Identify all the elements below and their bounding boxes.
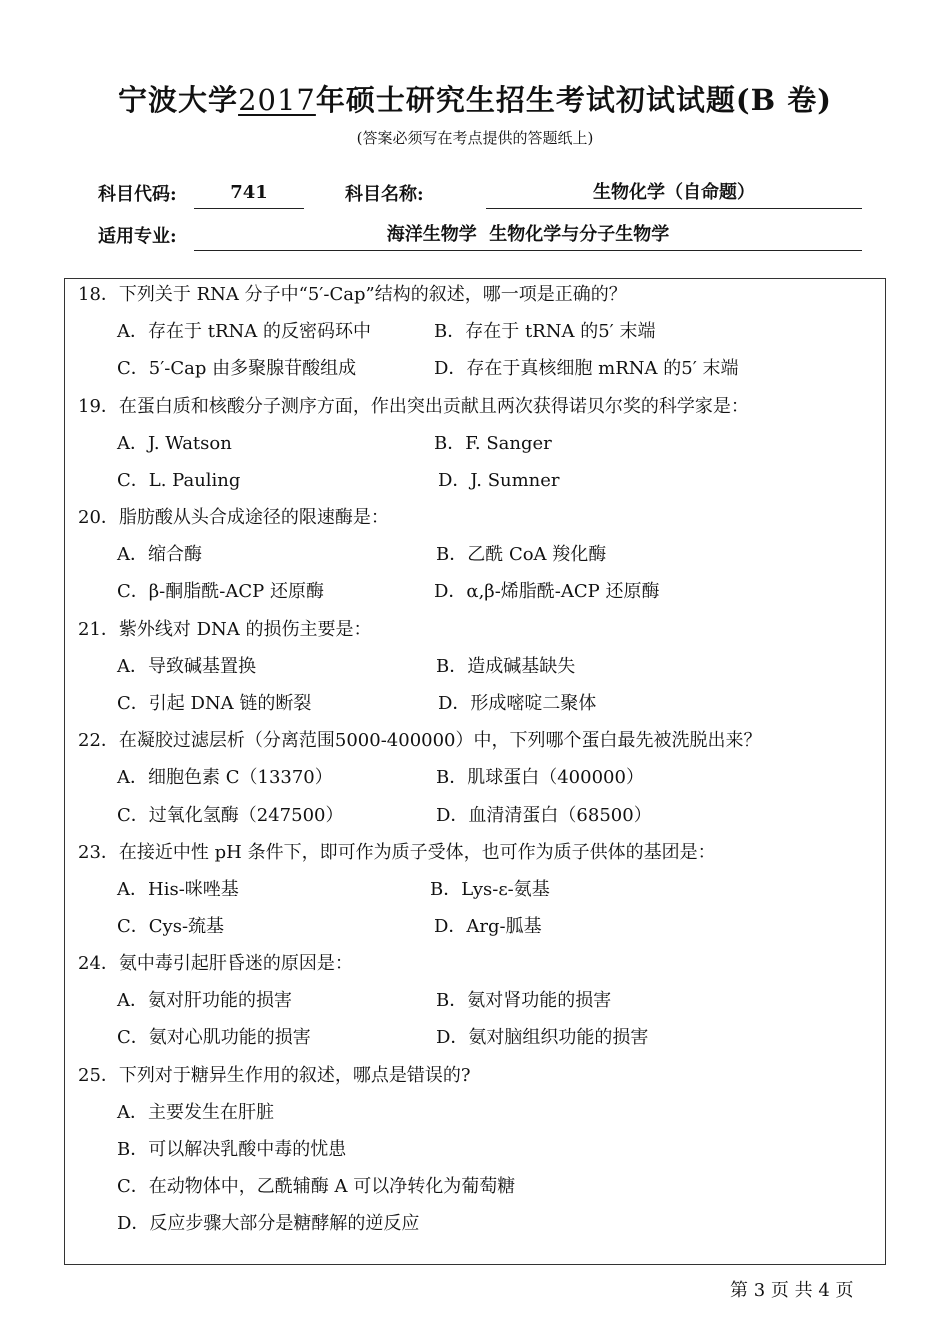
option: C．过氧化氢酶（247500） [117,805,344,826]
major-value: 海洋生物学 生物化学与分子生物学 [194,222,862,251]
major-label: 适用专业: [98,226,177,247]
option: D．J. Sumner [438,470,560,491]
title-prefix: 宁波大学 [118,83,239,117]
option: B．肌球蛋白（400000） [436,767,644,788]
question-stem: 20．脂肪酸从头合成途径的限速酶是： [78,507,389,528]
title-year: 2017 [238,83,316,117]
option: B．造成碱基缺失 [436,656,576,677]
title-suffix: 年硕士研究生招生考试初试试题(B 卷) [315,83,832,117]
option: B．氨对肾功能的损害 [436,990,612,1011]
option: A．主要发生在肝脏 [117,1102,274,1123]
option: A．J. Watson [117,433,232,454]
option: D．反应步骤大部分是糖酵解的逆反应 [117,1213,420,1234]
option: B．F. Sanger [434,433,552,454]
question-stem: 21．紫外线对 DNA 的损伤主要是： [78,619,372,640]
option: A．细胞色素 C（13370） [117,767,333,788]
option: A．His-咪唑基 [117,879,239,900]
page-number: 第 3 页 共 4 页 [730,1280,854,1301]
subject-name-label: 科目名称: [345,184,424,205]
question-stem: 19．在蛋白质和核酸分子测序方面，作出突出贡献且两次获得诺贝尔奖的科学家是： [78,396,749,417]
subject-name-value: 生物化学（自命题） [486,180,862,209]
option: C．氨对心肌功能的损害 [117,1027,311,1048]
option: D．氨对脑组织功能的损害 [436,1027,649,1048]
option: C．在动物体中，乙酰辅酶 A 可以净转化为葡萄糖 [117,1176,516,1197]
option: A．导致碱基置换 [117,656,256,677]
option: B．存在于 tRNA 的5′ 末端 [434,321,656,342]
subject-code-value: 741 [194,180,304,209]
question-stem: 23．在接近中性 pH 条件下，即可作为质子受体，也可作为质子供体的基团是： [78,842,716,863]
option: D．Arg-胍基 [434,916,542,937]
question-stem: 22．在凝胶过滤层析（分离范围5000-400000）中，下列哪个蛋白最先被洗脱出来？ [78,730,762,751]
option: A．存在于 tRNA 的反密码环中 [117,321,371,342]
option: C．引起 DNA 链的断裂 [117,693,312,714]
option: C．5′-Cap 由多聚腺苷酸组成 [117,358,357,379]
option: D．α,β-烯脂酰-ACP 还原酶 [434,581,660,602]
option: C．Cys-巯基 [117,916,225,937]
option: A．缩合酶 [117,544,202,565]
option: D．形成嘧啶二聚体 [438,693,597,714]
question-stem: 25．下列对于糖异生作用的叙述，哪点是错误的? [78,1065,471,1086]
option: B．Lys-ε-氨基 [430,879,550,900]
option: C．β-酮脂酰-ACP 还原酶 [117,581,324,602]
question-stem: 18．下列关于 RNA 分子中“5′-Cap”结构的叙述，哪一项是正确的？ [78,284,627,305]
exam-title [0,78,950,119]
option: A．氨对肝功能的损害 [117,990,292,1011]
option: B．乙酰 CoA 羧化酶 [436,544,607,565]
question-stem: 24．氨中毒引起肝昏迷的原因是： [78,953,353,974]
option: B．可以解决乳酸中毒的忧患 [117,1139,347,1160]
subject-code-label: 科目代码: [98,184,177,205]
option: D．血清清蛋白（68500） [436,805,652,826]
answer-instruction: (答案必须写在考点提供的答题纸上) [356,129,594,147]
option: C．L. Pauling [117,470,241,491]
option: D．存在于真核细胞 mRNA 的5′ 末端 [434,358,739,379]
